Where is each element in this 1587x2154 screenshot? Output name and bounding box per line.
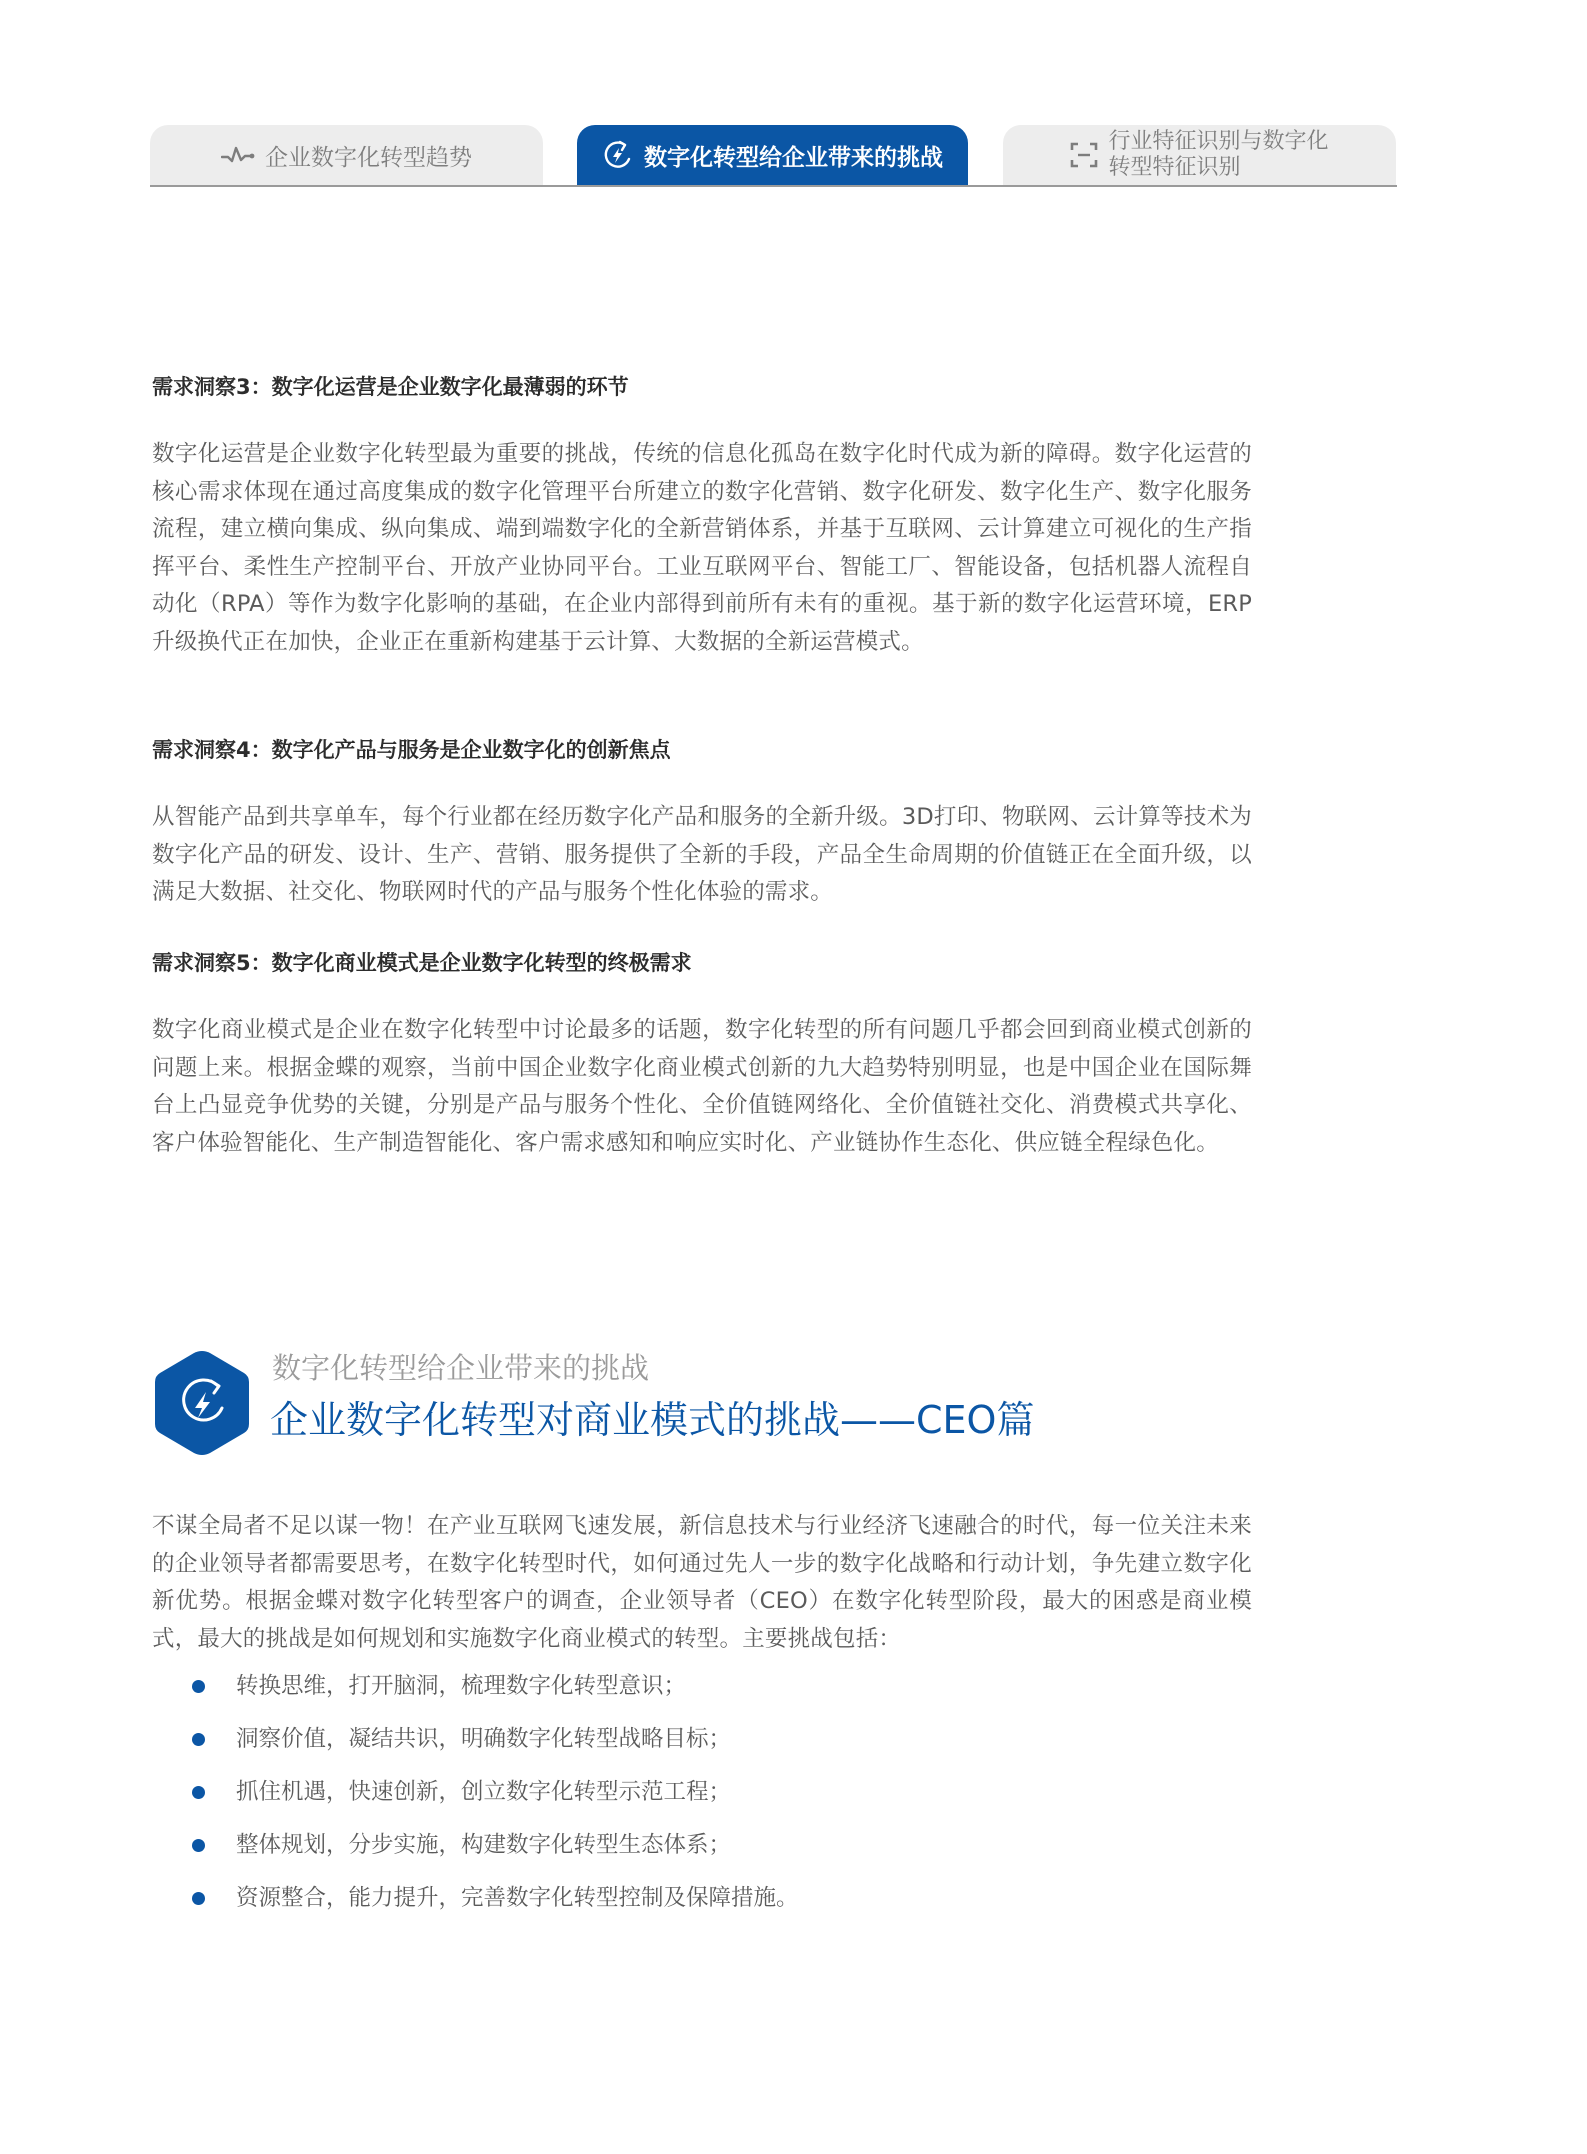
insight-5 [152, 948, 1252, 1162]
challenges-list [152, 1668, 1252, 1933]
insight-heading: 需求洞察5：数字化商业模式是企业数字化转型的终极需求 [152, 951, 692, 975]
section-intro [152, 1508, 1252, 1658]
list-item: 整体规划，分步实施，构建数字化转型生态体系； [152, 1827, 1252, 1880]
pulse-line-icon [221, 145, 255, 165]
section-header [152, 1348, 1352, 1458]
bullet-dot-icon [192, 1680, 205, 1693]
intro-paragraph: 不谋全局者不足以谋一物！在产业互联网飞速发展，新信息技术与行业经济飞速融合的时代，每一位关注未来的企业领导者都需要思考，在数字化转型时代，如何通过先人一步的数字化战略和行动计划，争先建立数字化新优势。根据金蝶对数字化转型客户的调查，企业领导者（CEO）在数字化转型阶段，最大的困惑是商业模式，最大的挑战是如何规划和实施数字化商业模式的转型。主要挑战包括： [152, 1513, 1252, 1652]
section-subtitle: 数字化转型给企业带来的挑战 [272, 1351, 650, 1385]
bullet-dot-icon [192, 1733, 205, 1746]
insight-heading: 需求洞察3：数字化运营是企业数字化最薄弱的环节 [152, 375, 629, 399]
bullet-dot-icon [192, 1892, 205, 1905]
insight-heading: 需求洞察4：数字化产品与服务是企业数字化的创新焦点 [152, 738, 671, 762]
insight-body: 数字化商业模式是企业在数字化转型中讨论最多的话题，数字化转型的所有问题几乎都会回到商业模式创新的问题上来。根据金蝶的观察，当前中国企业数字化商业模式创新的九大趋势特别明显，也是中国企业在国际舞台上凸显竞争优势的关键，分别是产品与服务个性化、全价值链网络化、全价值链社交化、消费模式共享化、客户体验智能化、生产制造智能化、客户需求感知和响应实时化、产业链协作生态化、供应链全程绿色化。 [152, 1017, 1252, 1156]
lightning-cycle-hexagon-icon [152, 1348, 252, 1458]
section-tabs [150, 125, 1397, 187]
scan-frame-icon [1070, 142, 1098, 168]
bullet-dot-icon [192, 1786, 205, 1799]
bullet-dot-icon [192, 1839, 205, 1852]
tab-label: 企业数字化转型趋势 [265, 144, 472, 171]
insight-3 [152, 372, 1252, 661]
tab-transformation-challenges[interactable] [577, 125, 968, 185]
tab-label: 行业特征识别与数字化 转型特征识别 [1108, 129, 1329, 180]
tab-digital-transformation-trends[interactable] [150, 125, 543, 185]
tab-industry-feature-recognition[interactable] [1003, 125, 1396, 185]
lightning-cycle-icon [602, 139, 634, 171]
insight-body: 从智能产品到共享单车，每个行业都在经历数字化产品和服务的全新升级。3D打印、物联网、云计算等技术为数字化产品的研发、设计、生产、营销、服务提供了全新的手段，产品全生命周期的价值链正在全面升级，以满足大数据、社交化、物联网时代的产品与服务个性化体验的需求。 [152, 804, 1252, 905]
challenges-list-wrap [152, 1668, 1252, 1933]
insight-4 [152, 735, 1252, 912]
list-item: 洞察价值，凝结共识，明确数字化转型战略目标； [152, 1721, 1252, 1774]
section-title: 企业数字化转型对商业模式的挑战——CEO篇 [270, 1398, 1035, 1442]
list-item: 资源整合，能力提升，完善数字化转型控制及保障措施。 [152, 1880, 1252, 1933]
list-item: 抓住机遇，快速创新，创立数字化转型示范工程； [152, 1774, 1252, 1827]
list-item: 转换思维，打开脑洞，梳理数字化转型意识； [152, 1668, 1252, 1721]
insight-body: 数字化运营是企业数字化转型最为重要的挑战，传统的信息化孤岛在数字化时代成为新的障碍。数字化运营的核心需求体现在通过高度集成的数字化管理平台所建立的数字化营销、数字化研发、数字化生产、数字化服务流程，建立横向集成、纵向集成、端到端数字化的全新营销体系，并基于互联网、云计算建立可视化的生产指挥平台、柔性生产控制平台、开放产业协同平台。工业互联网平台、智能工厂、智能设备，包括机器人流程自动化（RPA）等作为数字化影响的基础，在企业内部得到前所有未有的重视。基于新的数字化运营环境，ERP升级换代正在加快，企业正在重新构建基于云计算、大数据的全新运营模式。 [152, 441, 1252, 655]
tab-label: 数字化转型给企业带来的挑战 [644, 144, 943, 171]
